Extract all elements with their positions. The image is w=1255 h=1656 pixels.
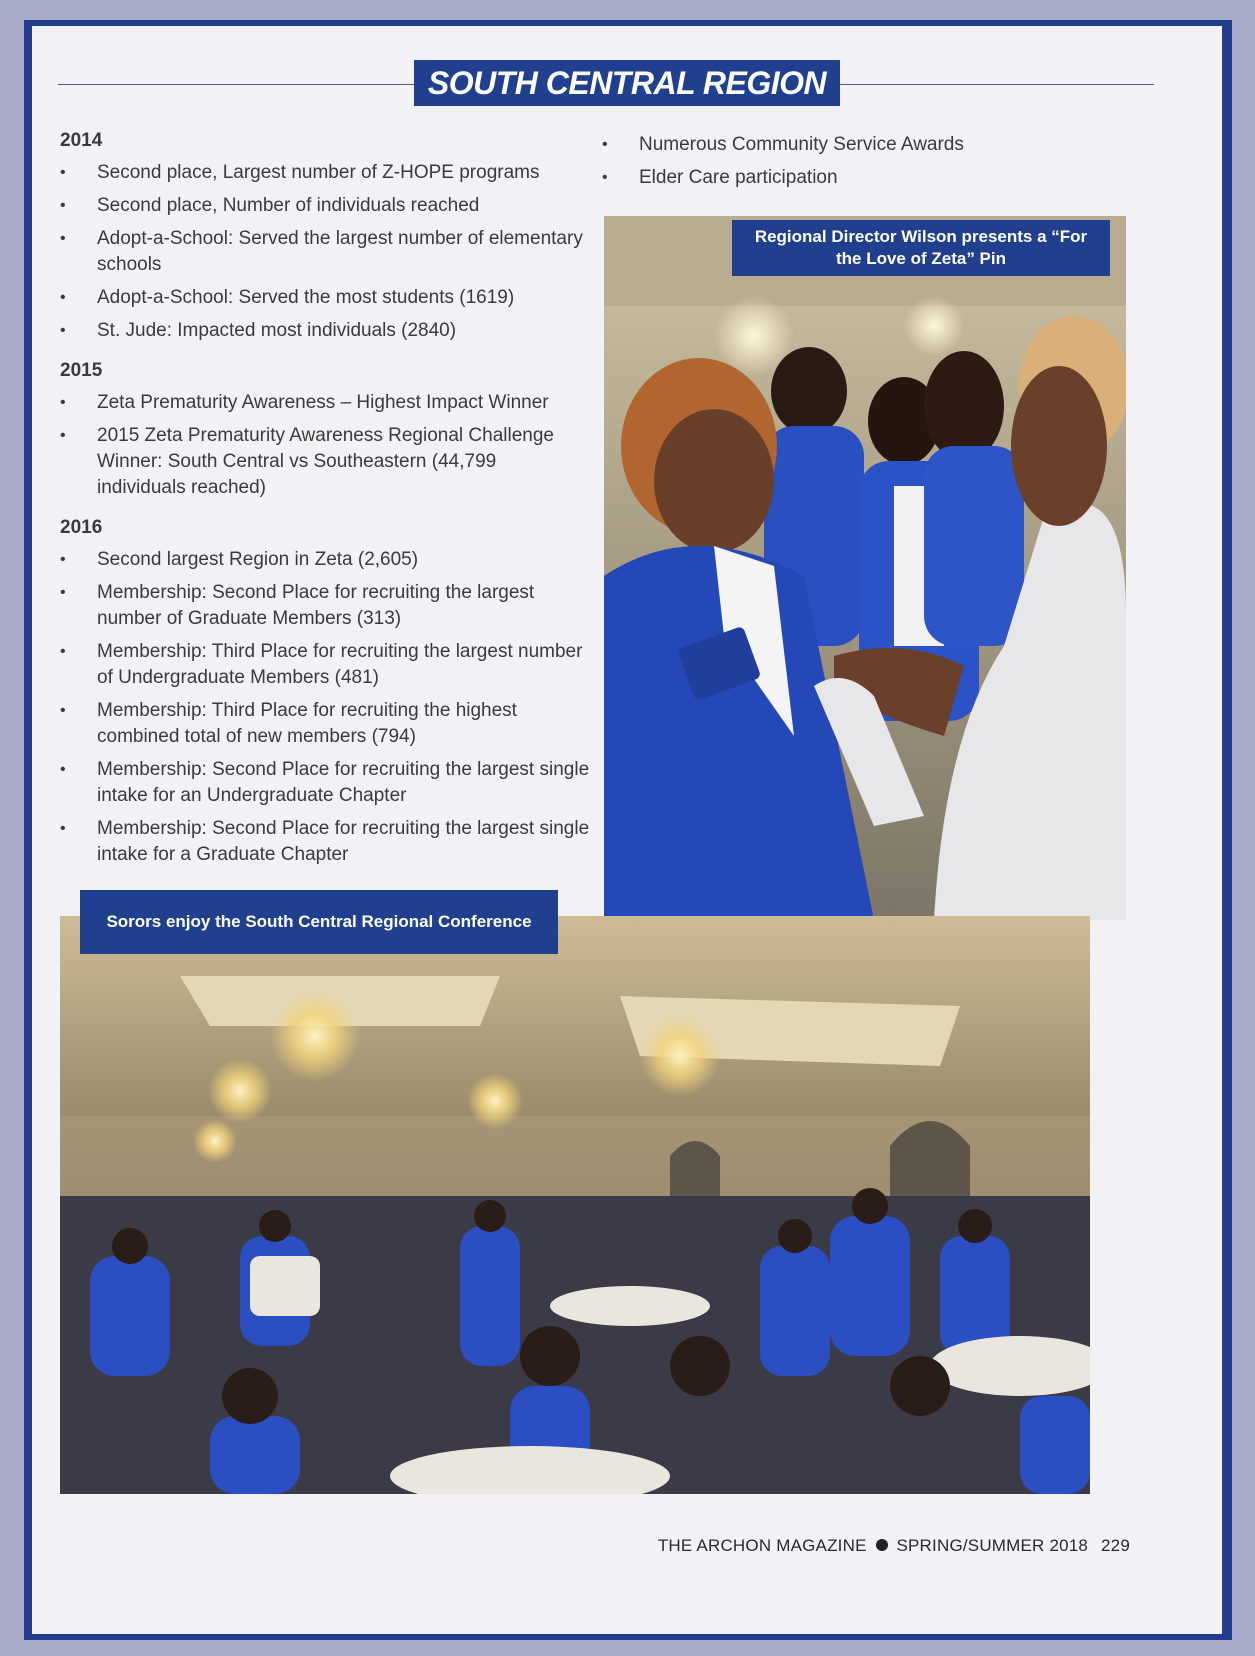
pin-presentation-image (604, 216, 1126, 920)
bullet-dot-icon (876, 1539, 888, 1551)
award-item: • Second place, Largest number of Z-HOPE programs (60, 160, 590, 186)
award-item: • Numerous Community Service Awards (602, 132, 1122, 158)
award-item: • 2015 Zeta Prematurity Awareness Regional Challenge Winner: South Central vs Southeastern (44,799 individuals reached) (60, 423, 590, 501)
award-item: • Zeta Prematurity Awareness – Highest Impact Winner (60, 390, 590, 416)
year-heading: 2015 (60, 360, 103, 381)
award-list (60, 160, 590, 344)
award-item: • Membership: Third Place for recruiting the highest combined total of new members (794) (60, 698, 590, 750)
conference-photo-caption: Sorors enjoy the South Central Regional Conference (80, 890, 558, 954)
award-item: • Membership: Third Place for recruiting the largest number of Undergraduate Members (481) (60, 639, 590, 691)
award-item: • Second place, Number of individuals reached (60, 193, 590, 219)
issue-label: SPRING/SUMMER 2018 (896, 1536, 1089, 1555)
award-item: • Adopt-a-School: Served the most students (1619) (60, 285, 590, 311)
award-list (60, 390, 590, 501)
award-item: • Adopt-a-School: Served the largest number of elementary schools (60, 226, 590, 278)
conference-photo (60, 916, 1090, 1494)
awards-right-column (602, 132, 1122, 205)
year-heading: 2014 (60, 130, 103, 151)
magazine-name: THE ARCHON MAGAZINE (657, 1536, 867, 1555)
magazine-page (24, 20, 1232, 1640)
year-heading: 2016 (60, 517, 103, 538)
page-footer (658, 1536, 1130, 1556)
award-item: • Second largest Region in Zeta (2,605) (60, 547, 590, 573)
conference-image (60, 916, 1090, 1494)
title-rule-right (838, 84, 1154, 85)
pin-presentation-photo (604, 216, 1126, 920)
award-list (60, 547, 590, 868)
award-item: • St. Jude: Impacted most individuals (2840) (60, 318, 590, 344)
award-item: • Membership: Second Place for recruiting the largest number of Graduate Members (313) (60, 580, 590, 632)
page-number: 229 (1101, 1536, 1130, 1555)
award-item: • Membership: Second Place for recruiting the largest single intake for an Undergraduate Chapter (60, 757, 590, 809)
page-title: SOUTH CENTRAL REGION (414, 60, 840, 106)
title-rule-left (58, 84, 418, 85)
award-item: • Membership: Second Place for recruiting the largest single intake for a Graduate Chapter (60, 816, 590, 868)
awards-left-column (60, 128, 590, 882)
award-list-right (602, 132, 1122, 191)
pin-photo-caption: Regional Director Wilson presents a “For the Love of Zeta” Pin (732, 220, 1110, 276)
award-item: • Elder Care participation (602, 165, 1122, 191)
